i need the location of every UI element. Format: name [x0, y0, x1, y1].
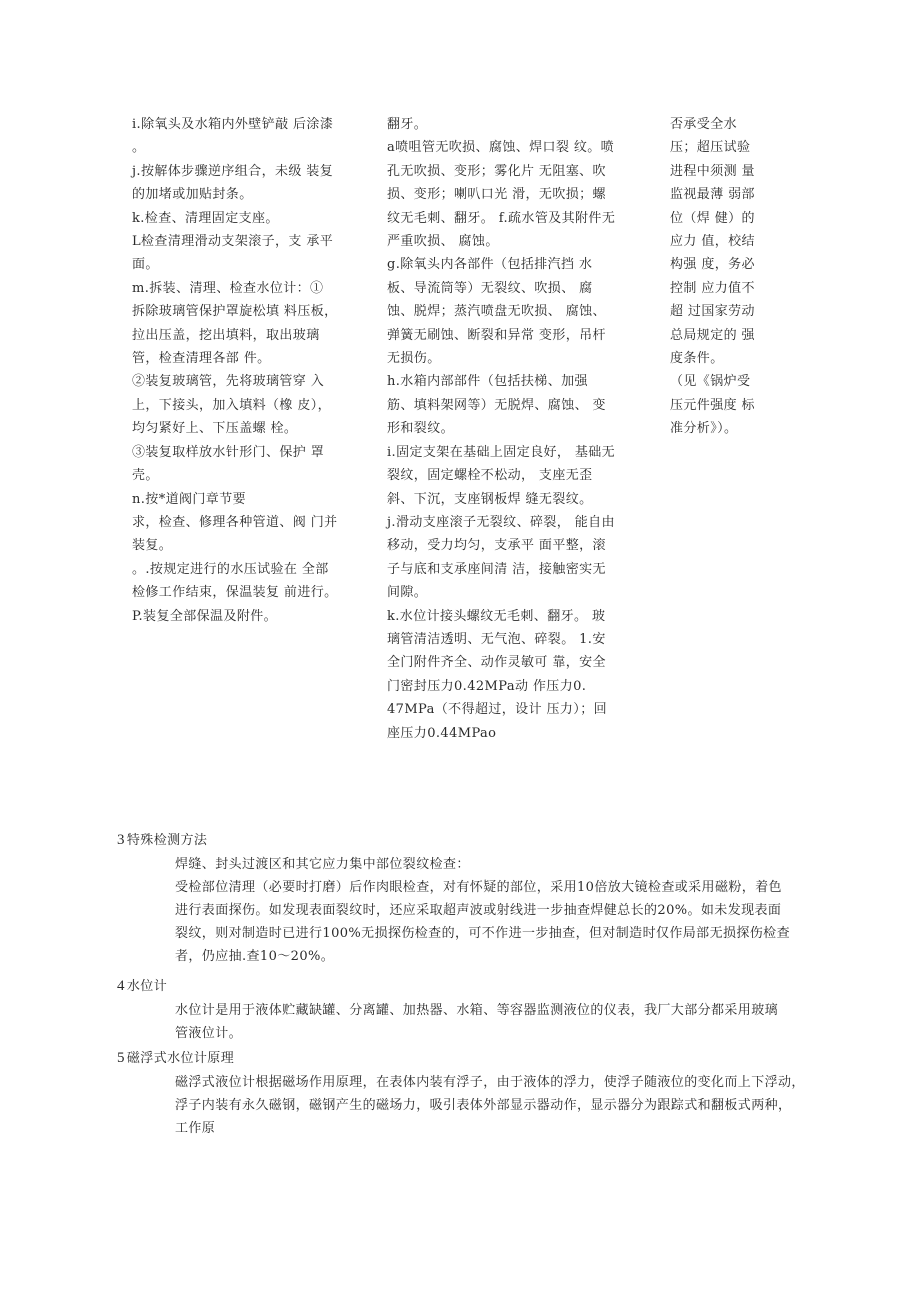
text-line: 斜、下沉，支座钢板焊 缝无裂纹。 [387, 491, 593, 507]
text-line: 监视最薄 弱部 [670, 187, 755, 203]
text-line: ③装复取样放水针形门、保护 罩 [132, 444, 325, 460]
section-body [117, 853, 897, 968]
text-line: j.滑动支座滚子无裂纹、碎裂， 能自由 [387, 514, 615, 530]
section-body [117, 999, 897, 1045]
paragraph-line: 者，仍应抽.查10～20%。 [175, 949, 335, 964]
column-2 [387, 113, 655, 745]
section-number: 5 [117, 1050, 125, 1066]
text-line: 总局规定的 强 [670, 327, 755, 343]
paragraph-line: 管液位计。 [175, 1026, 243, 1041]
section-title: 水位计 [126, 979, 168, 994]
text-line: 拉出压盖，挖出填料，取出玻璃 [132, 327, 320, 343]
text-line: 控制 应力值不 [670, 280, 755, 296]
text-line: 管，检查清理各部 件。 [132, 351, 271, 367]
text-line: 蚀、脱焊；蒸汽喷盘无吹损、 腐蚀、 [387, 304, 606, 320]
text-line: 损、变形；喇叭口光 滑，无吹损；螺 [387, 187, 606, 203]
text-line: 构强 度，务必 [670, 257, 755, 273]
text-line: 严重吹损、 腐蚀。 [387, 234, 499, 250]
text-line: 拆除玻璃管保护罩旋松填 料压板， [132, 304, 338, 320]
text-line: 无损伤。 [387, 351, 441, 367]
section-number: 4 [117, 978, 125, 994]
text-line: m.拆装、清理、检查水位计：① [132, 280, 324, 296]
section-title: 特殊检测方法 [126, 833, 208, 848]
paragraph-line: 水位计是用于液体贮藏缺罐、分离罐、加热器、水箱、等容器监测液位的仪表，我厂大部分都采用玻璃 [175, 1003, 779, 1018]
text-line: 超 过国家劳动 [670, 304, 755, 320]
text-line: 子与底和支承座间清 洁，接触密实无 [387, 561, 606, 577]
text-line: 上，下接头，加入填料（橡 皮）， [132, 397, 332, 413]
text-line: a喷咀管无吹损、腐蚀、焊口裂 纹。喷 [387, 140, 615, 156]
section-heading [117, 974, 897, 999]
text-line: 均匀紧好上、下压盖螺 栓。 [132, 421, 298, 437]
text-line: 装复。 [132, 538, 173, 554]
text-line: 筋、填料架网等）无脱焊、腐蚀、 变 [387, 397, 606, 413]
paragraph-line: 工作原 [175, 1121, 216, 1136]
text-line: 门密封压力0.42MPa动 作压力0. [387, 678, 587, 694]
section-magnetic-float-principle [117, 1046, 897, 1140]
text-line: 弹簧无刷蚀、断裂和异常 变形，吊杆 [387, 327, 606, 343]
section-title: 磁浮式水位计原理 [126, 1051, 235, 1066]
text-line: n.按*道阀门章节要 [132, 491, 247, 507]
text-line: i.固定支架在基础上固定良好， 基础无 [387, 444, 616, 460]
text-line: j.按解体步骤逆序组合，未级 装复 [132, 163, 334, 179]
text-line: 准分析》）。 [670, 421, 738, 437]
text-line: 否承受全水 [670, 117, 738, 132]
paragraph-line: 裂纹，则对制造时已进行100%无损探伤检查的，可不作进一步抽查，但对制造时仅作局部无损探伤检查 [175, 926, 790, 941]
paragraph-line: 浮子内装有永久磁钢，磁钢产生的磁场力，吸引表体外部显示器动作，显示器分为跟踪式和翻板式两种， [175, 1098, 792, 1113]
text-line: 位（焊 健）的 [670, 210, 755, 226]
text-line: P.装复全部保温及附件。 [132, 608, 278, 624]
text-line: 求，检查、修理各种管道、阀 门并 [132, 514, 338, 530]
text-line: 检修工作结束，保温装复 前进行。 [132, 585, 338, 601]
text-line: 壳。 [132, 468, 159, 484]
text-line: 翻牙。 [387, 117, 428, 132]
text-line: g.除氧头内各部件（包括排汽挡 水 [387, 257, 593, 273]
section-heading [117, 1046, 897, 1071]
text-line: 的加堵或加贴封条。 [132, 187, 253, 203]
text-line: 座压力0.44MPao [387, 725, 497, 741]
text-line: 板、导流筒等）无裂纹、吹损、 腐 [387, 280, 593, 296]
column-1 [132, 113, 370, 628]
text-line: 间隙。 [387, 585, 428, 601]
column-3 [670, 113, 778, 441]
text-line: L检查清理滑动支架滚子，支 承平 [132, 234, 334, 250]
text-line: h.水箱内部部件（包括扶梯、加强 [387, 374, 588, 390]
section-special-inspection [117, 828, 897, 968]
section-water-level-gauge [117, 974, 897, 1045]
text-line: 纹无毛刺、翻牙。 f.疏水管及其附件无 [387, 210, 616, 226]
paragraph-line: 进行表面探伤。如发现表面裂纹时，还应采取超声波或射线进一步抽查焊健总长的20%。如未发现表面 [175, 903, 782, 918]
text-line: 压；超压试验 [670, 140, 751, 156]
text-line: 压元件强度 标 [670, 397, 755, 413]
paragraph-line: 磁浮式液位计根据磁场作用原理，在表体内装有浮子，由于液体的浮力，使浮子随液位的变化而上下浮动， [175, 1075, 805, 1090]
text-line: 孔无吹损、变形；雾化片 无阻塞、吹 [387, 163, 606, 179]
text-line: i.除氧头及水箱内外壁铲敲 后涂漆 [132, 117, 334, 132]
text-line: 应力 值，校结 [670, 234, 755, 250]
text-line: 全门附件齐全、动作灵敏可 靠，安全 [387, 655, 606, 671]
paragraph-intro: 焊缝、封头过渡区和其它应力集中部位裂纹检查： [175, 857, 470, 872]
text-line: k.检查、清理固定支座。 [132, 210, 279, 226]
text-line: 度条件。 [670, 351, 724, 367]
text-line: （见《锅炉受 [670, 374, 751, 390]
text-line: 。 [132, 140, 146, 156]
text-line: 47MPa（不得超过，设计 压力）；回 [387, 702, 607, 718]
text-line: 裂纹，固定螺栓不松动， 支座无歪 [387, 468, 593, 484]
section-heading [117, 828, 897, 853]
section-number: 3 [117, 832, 125, 848]
paragraph-line: 受检部位清理（必要时打磨）后作肉眼检查，对有怀疑的部位，采用10倍放大镜检查或采用磁粉，着色 [175, 880, 782, 895]
text-line: 形和裂纹。 [387, 421, 455, 437]
text-line: k.水位计接头螺纹无毛刺、翻牙。 玻 [387, 608, 606, 624]
text-line: 。.按规定进行的水压试验在 全部 [132, 561, 329, 577]
text-line: 璃管清洁透明、无气泡、碎裂。 1.安 [387, 631, 606, 647]
text-line: 进程中须测 量 [670, 163, 755, 179]
text-line: 移动，受力均匀，支承平 面平整，滚 [387, 538, 606, 554]
text-line: ②装复玻璃管，先将玻璃管穿 入 [132, 374, 325, 390]
section-body [117, 1071, 897, 1140]
text-line: 面。 [132, 257, 159, 273]
